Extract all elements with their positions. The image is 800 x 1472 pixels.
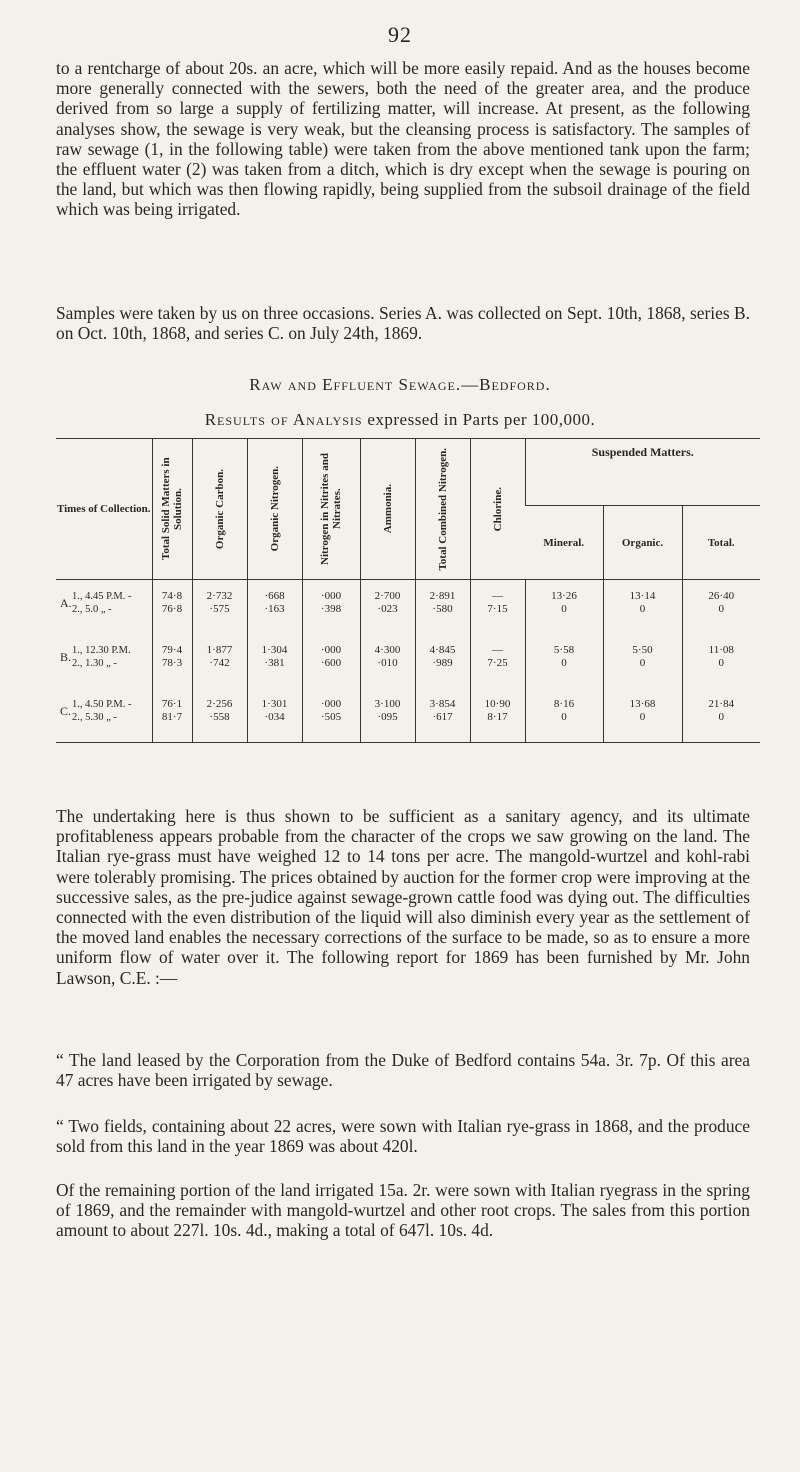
cell-carbon: 2·732 ·575 — [192, 580, 247, 635]
time-2: 2., 1.30 „ - — [72, 658, 117, 669]
cell-total: 26·40 0 — [682, 580, 760, 635]
cell-combined: 2·891 ·580 — [415, 580, 470, 635]
cell-organic: 13·68 0 — [603, 688, 682, 743]
header-nitrogen: Organic Nitrogen. — [247, 439, 302, 580]
table-row — [56, 580, 760, 635]
cell-mineral: 8·16 0 — [525, 688, 603, 743]
cell-solid: 74·8 76·8 — [152, 580, 192, 635]
time-1: 1., 12.30 P.M. — [72, 645, 131, 656]
subtitle-rest: expressed in Parts per 100,000. — [362, 410, 596, 429]
cell-total: 21·84 0 — [682, 688, 760, 743]
cell-ammonia: 2·700 ·023 — [360, 580, 415, 635]
cell-nitrites: ·000 ·398 — [302, 580, 360, 635]
cell-combined: 4·845 ·989 — [415, 634, 470, 688]
paragraph-undertaking: The undertaking here is thus shown to be sufficient as a sanitary agency, and its ultimate profitableness appears probable from the character of the crops we saw growing on the land. The Italian rye-grass must have weighed 12 to 14 tons per acre. The mangold-wurtzel and kohl-rabi were tolerably promising. The prices obtained by auction for the former crop were improving at the successive sales, as the pre-judice against sewage-grown cattle food was dying out. The difficulties connected with the even distribution of the liquid will also diminish every year as the settlement of the moved land enables the necessary corrections of the surface to be made, so as to ensure a more uniform flow of water over it. The following report for 1869 has been furnished by Mr. John Lawson, C.E. :— — [56, 806, 750, 988]
cell-ammonia: 3·100 ·095 — [360, 688, 415, 743]
header-ammonia: Ammonia. — [360, 439, 415, 580]
cell-mineral: 13·26 0 — [525, 580, 603, 635]
series-letter: A. — [60, 595, 72, 610]
table-row — [56, 634, 760, 688]
series-letter: B. — [60, 649, 72, 664]
cell-nitrogen: ·668 ·163 — [247, 580, 302, 635]
analysis-table — [56, 438, 760, 743]
cell-solid: 76·1 81·7 — [152, 688, 192, 743]
page-number: 92 — [388, 22, 412, 47]
cell-total: 11·08 0 — [682, 634, 760, 688]
header-combined: Total Combined Nitrogen. — [415, 439, 470, 580]
quote-land-leased: “ The land leased by the Corporation from the Duke of Bedford contains 54a. 3r. 7p. Of this area 47 acres have been irrigated by sewage. — [56, 1050, 750, 1091]
header-times: Times of Collection. — [56, 439, 152, 580]
cell-ammonia: 4·300 ·010 — [360, 634, 415, 688]
time-1: 1., 4.45 P.M. - — [72, 591, 132, 602]
header-solid: Total Solid Matters in Solution. — [152, 439, 192, 580]
row-times — [56, 688, 152, 743]
cell-carbon: 1·877 ·742 — [192, 634, 247, 688]
time-2: 2., 5.30 „ - — [72, 712, 117, 723]
paragraph-samples: Samples were taken by us on three occasions. Series A. was collected on Sept. 10th, 1868, series B. on Oct. 10th, 1868, and series C. on July 24th, 1869. — [56, 303, 750, 344]
header-organic: Organic. — [603, 506, 682, 580]
row-times — [56, 580, 152, 635]
cell-combined: 3·854 ·617 — [415, 688, 470, 743]
row-times — [56, 634, 152, 688]
cell-nitrites: ·000 ·505 — [302, 688, 360, 743]
quote-two-fields: “ Two fields, containing about 22 acres, were sown with Italian rye-grass in 1868, and the produce sold from this land in the year 1869 was about 420l. — [56, 1116, 750, 1157]
cell-nitrites: ·000 ·600 — [302, 634, 360, 688]
header-nitrites: Nitrogen in Nitrites and Nitrates. — [302, 439, 360, 580]
paragraph-intro: to a rentcharge of about 20s. an acre, which will be more easily repaid. And as the houses become more generally connected with the sewers, both the need of the greater area, and the produce derived from so large a supply of fertilizing matter, will increase. At present, as the following analyses show, the sewage is very weak, but the cleansing process is satisfactory. The samples of raw sewage (1, in the following table) were taken from the above mentioned tank upon the farm; the effluent water (2) was taken from a ditch, which is dry except when the sewage is pouring on the land, but which was then flowing rapidly, being supplied from the subsoil drainage of the field which was being irrigated. — [56, 58, 750, 220]
paragraph-remaining: Of the remaining portion of the land irrigated 15a. 2r. were sown with Italian ryegrass in the spring of 1869, and the remainder with mangold-wurtzel and other root crops. The sales from this portion amount to about 227l. 10s. 4d., making a total of 647l. 10s. 4d. — [56, 1180, 750, 1241]
header-carbon: Organic Carbon. — [192, 439, 247, 580]
subtitle-smallcaps: Results of Analysis — [204, 410, 363, 429]
cell-nitrogen: 1·304 ·381 — [247, 634, 302, 688]
cell-nitrogen: 1·301 ·034 — [247, 688, 302, 743]
series-letter: C. — [60, 703, 72, 718]
header-total: Total. — [682, 506, 760, 580]
cell-chlorine: — 7·15 — [470, 580, 525, 635]
header-chlorine: Chlorine. — [470, 439, 525, 580]
cell-solid: 79·4 78·3 — [152, 634, 192, 688]
cell-organic: 13·14 0 — [603, 580, 682, 635]
table-subtitle — [0, 410, 800, 430]
header-mineral: Mineral. — [525, 506, 603, 580]
cell-organic: 5·50 0 — [603, 634, 682, 688]
header-suspended: Suspended Matters. — [525, 439, 760, 506]
table-row — [56, 688, 760, 743]
table-title: Raw and Effluent Sewage.—Bedford. — [249, 375, 551, 394]
cell-carbon: 2·256 ·558 — [192, 688, 247, 743]
cell-mineral: 5·58 0 — [525, 634, 603, 688]
cell-chlorine: 10·90 8·17 — [470, 688, 525, 743]
time-2: 2., 5.0 „ - — [72, 604, 112, 615]
time-1: 1., 4.50 P.M. - — [72, 699, 132, 710]
cell-chlorine: — 7·25 — [470, 634, 525, 688]
